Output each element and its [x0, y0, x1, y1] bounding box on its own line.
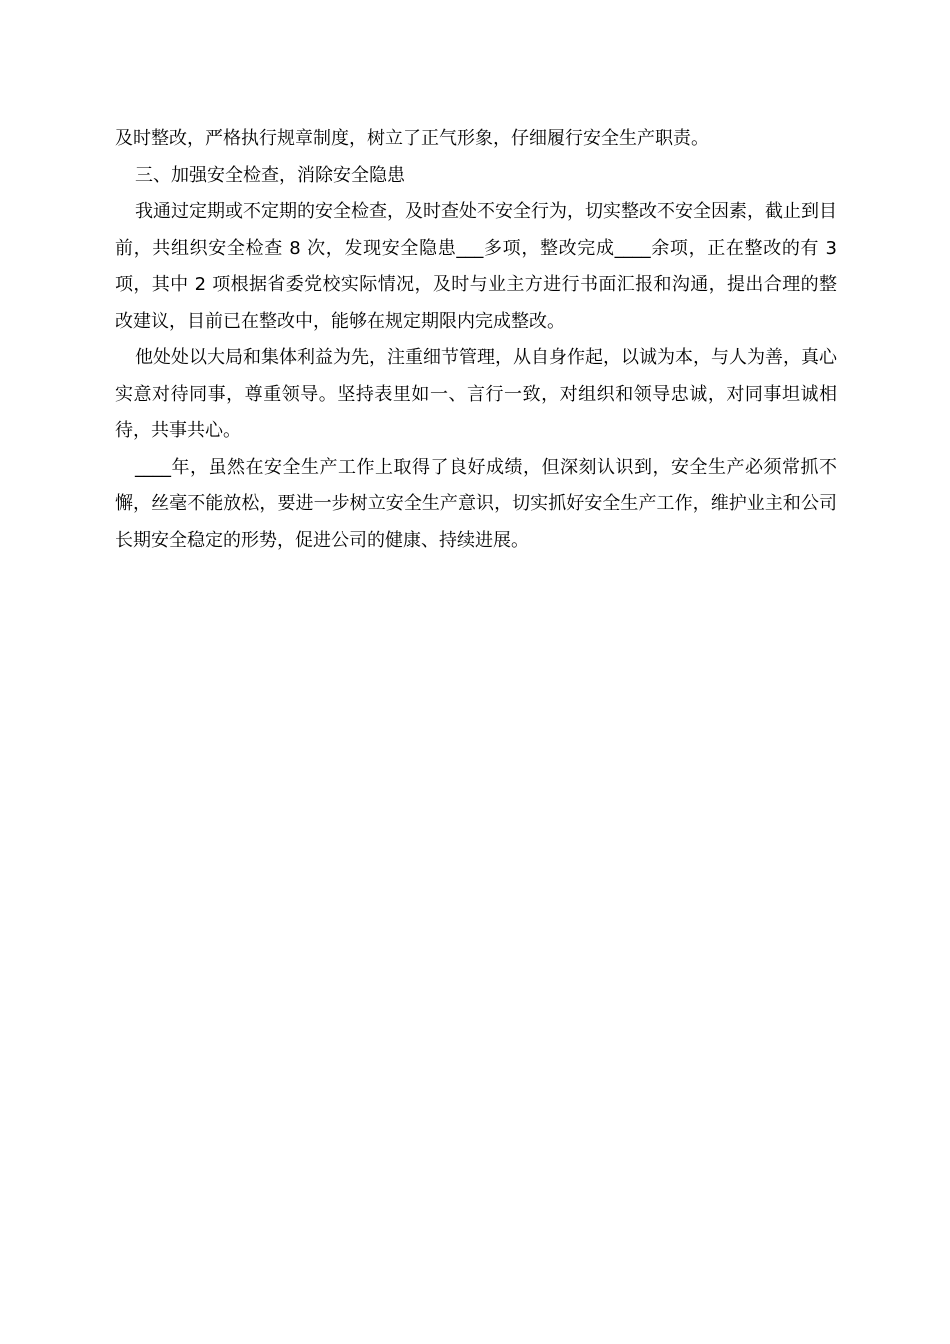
paragraph-conduct: 他处处以大局和集体利益为先，注重细节管理，从自身作起，以诚为本，与人为善，真心实意对待同事，尊重领导。坚持表里如一、言行一致，对组织和领导忠诚，对同事坦诚相待，共事共心。 — [115, 347, 837, 441]
document-body — [115, 121, 837, 559]
paragraph-conclusion: ____年，虽然在安全生产工作上取得了良好成绩，但深刻认识到，安全生产必须常抓不懈，丝毫不能放松，要进一步树立安全生产意识，切实抓好安全生产工作，维护业主和公司长期安全稳定的形势，促进公司的健康、持续进展。 — [115, 456, 837, 551]
section-heading: 三、加强安全检查，消除安全隐患 — [135, 164, 405, 186]
paragraph-continuation: 及时整改，严格执行规章制度，树立了正气形象，仔细履行安全生产职责。 — [115, 128, 709, 149]
paragraph-inspection: 我通过定期或不定期的安全检查，及时查处不安全行为，切实整改不安全因素，截止到目前，共组织安全检查 8 次，发现安全隐患___多项，整改完成____余项，正在整改的有 3 项，其中 2 项根据省委党校实际情况，及时与业主方进行书面汇报和沟通，提出合理的整改建议，目前已在整改中，能够在规定期限内完成整改。 — [115, 201, 837, 332]
